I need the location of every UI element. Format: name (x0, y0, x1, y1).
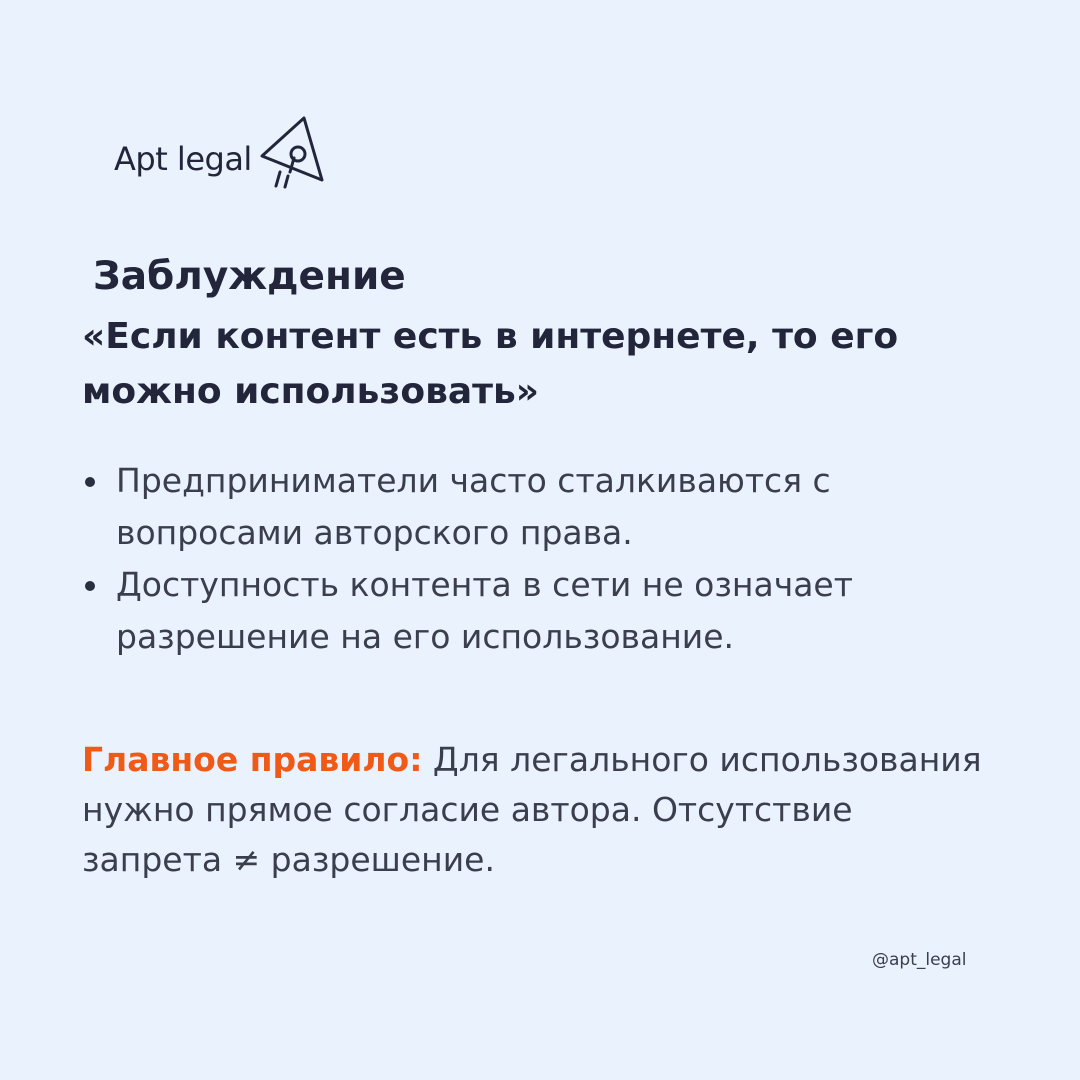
main-rule-label: Главное правило: (82, 740, 423, 779)
bullet-dot-icon (85, 581, 95, 591)
bullet-item (82, 559, 982, 663)
brand-name: Apt legal (114, 140, 252, 178)
bullet-text: Предприниматели часто сталкиваются с вопросами авторского права. (116, 461, 831, 552)
main-rule (82, 735, 982, 885)
brand-logo (114, 112, 328, 196)
main-rule-text: Для легального использования нужно прямое согласие автора. Отсутствие запрета ≠ разрешение. (82, 740, 982, 879)
page-title: Заблуждение (93, 254, 406, 299)
bullet-item (82, 455, 982, 559)
bullet-list (82, 455, 982, 663)
page-subtitle: «Если контент есть в интернете, то его можно использовать» (82, 316, 899, 412)
social-handle: @apt_legal (872, 950, 967, 970)
bullet-text: Доступность контента в сети не означает разрешение на его использование. (116, 565, 853, 656)
triangle-logo-icon (258, 112, 328, 196)
bullet-dot-icon (85, 477, 95, 487)
